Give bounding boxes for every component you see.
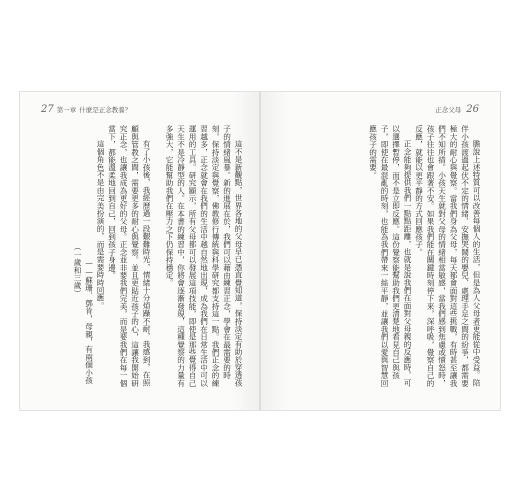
left-page-header	[38, 103, 133, 115]
left-page-number: 27	[41, 103, 54, 115]
left-page-body	[39, 125, 244, 387]
left-paragraph-1: 這不是新觀點，世界各地的父母早已憑直覺知道，保持淡定有助於穿透孩子的情緒風暴。新的進展在於，我們可以藉由練習正念，學會在最需要的時刻，保持淡定與覺察，佛教修行傳統與科學研究都支持這一點。我們正念的練習越多，正念就會在我們的生活中越自然地出現，成為我們在日常生活中可以運用的工具。研究顯示，所有父母都可以發展這項技能，即使是那些覺得自己天生不是冷靜型的人。在本書的練習中，你將會逐漸發現，這種覺察的力量有多強大，它能幫助我們在壓力之下仍保持穩定。	[165, 125, 243, 387]
chapter-title: 什麼是正念教養？	[79, 105, 132, 114]
book-gutter	[259, 92, 261, 410]
right-page-header	[435, 103, 482, 115]
quote-signature: ——蘇珊．鄧肯，母親，有兩個小孩（一歲和三歲）	[73, 243, 94, 385]
book-title: 正念父母	[435, 105, 462, 114]
right-page-number: 26	[466, 103, 479, 115]
paragraph-spacer	[152, 125, 164, 387]
chapter-label: 第一章	[56, 105, 77, 114]
right-page-body	[277, 125, 482, 387]
left-paragraph-3: 這個角色不是由完美扮演的，而是需要時時回應。	[96, 140, 105, 310]
left-page	[20, 92, 260, 410]
book-spread	[20, 92, 500, 410]
left-paragraph-2: 有了小孩後，我經歷過一段艱難時光，情緒十分煩躁不耐，我感到，在照顧與管教之間，需要更多的耐心與覺察。並且更貼近孩子的心，這讓我開始研究正念，也讓我成為更好的父母。正念並非要我們完美，而是要我們在每一個當下，都能溫柔地回到自己，回到孩子身邊。	[107, 125, 151, 387]
right-paragraph-1: 膽說上述特質可以改善每個人的生活，但是為人父母者更能從中受益。陪伴小孩渡過起伏不定的情緒、安撫哭鬧的嬰兒、處理手足之間的紛爭，都需要極大的耐心與覺察。當我們身為父母，每天都會面對這些挑戰，有時甚至讓我們不知所措。小孩天生就對父母的情緒相當敏感，當我們感到焦慮或憤怒時，孩子往往也會跟著不安。如果我們能在關鍵時刻停下來，深呼吸，覺察自己的反應，就能以更平靜的方式回應孩子。	[414, 125, 481, 387]
right-paragraph-2: 正念能夠提供我們一點點距離，也就是說我們在面對父母親的反應時，可以選擇暫停，而不是立即反應。這份覺察能幫助我們更清楚地看見自己與孩子，即使在最混亂的時刻，也能為我們帶來一絲平靜，並讓我們以愛與智慧回應孩子的需要。	[368, 125, 412, 387]
right-page	[260, 92, 500, 410]
